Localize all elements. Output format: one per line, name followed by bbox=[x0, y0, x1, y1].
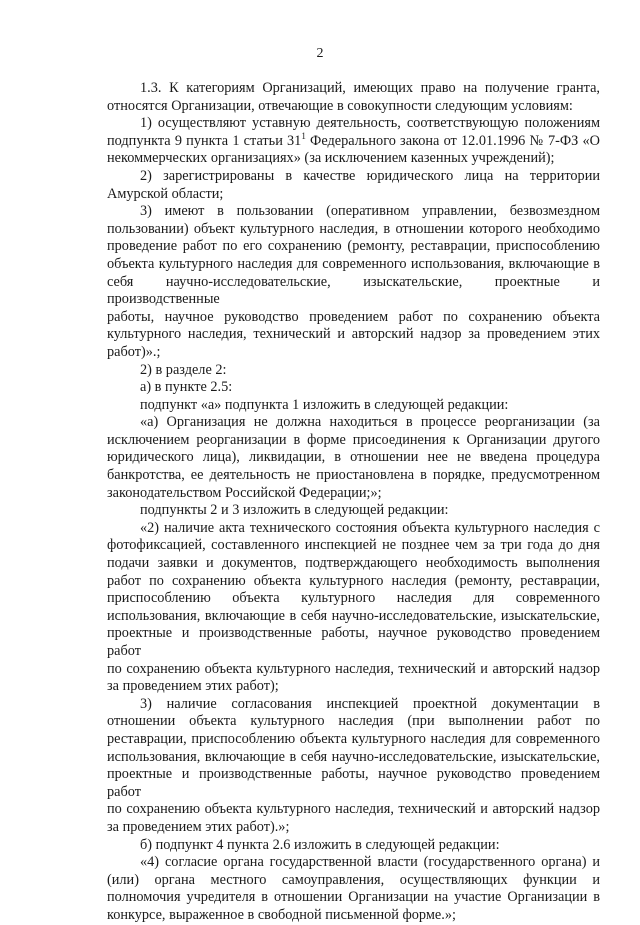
text-line: подпункт «а» подпункта 1 изложить в следующей редакции: bbox=[140, 396, 509, 413]
text-line: фотофиксацией, составленного инспекцией не позднее чем за три года до дня bbox=[107, 537, 600, 554]
text-line: по сохранению объекта культурного наследия, технический и авторский надзор bbox=[107, 660, 600, 677]
text-line: «а) Организация не должна находиться в процессе реорганизации (за bbox=[140, 414, 600, 431]
paragraph-condition-2 bbox=[107, 168, 600, 203]
paragraph-subitem-4 bbox=[107, 854, 600, 924]
text-line: использования, включающие в себя научно-исследовательские, изыскательские, bbox=[107, 748, 600, 765]
text-line: реставрации, приспособлению объекта культурного наследия для современного bbox=[107, 730, 600, 747]
paragraph-subitem-3 bbox=[107, 696, 600, 837]
text-line: культурного наследия, технический и авторский надзор за проведением этих bbox=[107, 326, 600, 343]
paragraph-condition-3 bbox=[107, 203, 600, 361]
text-line: отношении объекта культурного наследия (при выполнении работ по bbox=[107, 713, 600, 730]
text-line: себя научно-исследовательские, изыскательские, проектные и производственные bbox=[107, 273, 600, 308]
text-line: 2) зарегистрированы в качестве юридического лица на территории bbox=[140, 167, 600, 184]
paragraph-condition-1 bbox=[107, 115, 600, 168]
superscript: 1 bbox=[301, 130, 306, 141]
text-line: относятся Организации, отвечающие в совокупности следующим условиям: bbox=[107, 97, 573, 114]
text-fragment-part: подпункта 9 пункта 1 статьи 31 bbox=[107, 132, 302, 149]
text-line: 1) осуществляют уставную деятельность, соответствующую положениям bbox=[140, 115, 600, 132]
text-line: проектные и производственные работы, научное руководство проведением работ bbox=[107, 625, 600, 659]
text-line: 2) в разделе 2: bbox=[140, 361, 227, 378]
paragraph-subitems-2-3-intro bbox=[107, 502, 600, 520]
text-line: работы, научное руководство проведением работ по сохранению объекта bbox=[107, 308, 600, 325]
text-line: конкурсе, выраженное в свободной письменной форме.»; bbox=[107, 906, 456, 923]
text-line: 3) имеют в пользовании (оперативном управлении, безвозмездном bbox=[140, 203, 600, 220]
text-line: приспособлению объекта культурного наследия для современного bbox=[107, 590, 600, 607]
text-line: некоммерческих организациях» (за исключением казенных учреждений); bbox=[107, 150, 555, 167]
text-fragment-part: Федерального закона от 12.01.1996 № 7-ФЗ «О bbox=[310, 132, 601, 149]
text-line: «2) наличие акта технического состояния объекта культурного наследия с bbox=[140, 519, 600, 536]
text-line: «4) согласие органа государственной власти (государственного органа) и bbox=[140, 854, 600, 871]
text-line: а) в пункте 2.5: bbox=[140, 379, 233, 396]
paragraph-subitem-a-intro bbox=[107, 397, 600, 415]
text-line: пользовании) объект культурного наследия, в отношении которого необходимо bbox=[107, 220, 600, 237]
text-line: за проведением этих работ); bbox=[107, 678, 279, 695]
text-line: работ)».; bbox=[107, 343, 161, 360]
text-line: б) подпункт 4 пункта 2.6 изложить в следующей редакции: bbox=[140, 836, 500, 853]
text-line: 1.3. К категориям Организаций, имеющих право на получение гранта, bbox=[140, 80, 600, 96]
text-line: подачи заявки и документов, подтверждающего необходимость выполнения bbox=[107, 555, 600, 572]
paragraph-subitem-a bbox=[107, 414, 600, 502]
paragraph-subitem-2 bbox=[107, 520, 600, 696]
text-line: использования, включающие в себя научно-исследовательские, изыскательские, bbox=[107, 607, 600, 624]
text-line bbox=[107, 130, 601, 151]
text-line: подпункты 2 и 3 изложить в следующей редакции: bbox=[140, 502, 449, 519]
text-line: по сохранению объекта культурного наследия, технический и авторский надзор bbox=[107, 801, 600, 818]
paragraph-item-2-6-intro bbox=[107, 837, 600, 855]
paragraph-item-2-5 bbox=[107, 379, 600, 397]
text-line: 3) наличие согласования инспекцией проектной документации в bbox=[140, 695, 600, 712]
paragraph-1-3 bbox=[107, 80, 600, 115]
text-line: (или) органа местного самоуправления, осуществляющих функции и bbox=[107, 871, 600, 888]
text-fragment bbox=[107, 130, 601, 149]
text-line: полномочия учредителя в отношении Организации на участие Организации в bbox=[107, 889, 600, 906]
document-body bbox=[107, 80, 600, 925]
text-line: объекта культурного наследия для современного использования, включающие в bbox=[107, 255, 600, 272]
text-line: за проведением этих работ).»; bbox=[107, 818, 290, 835]
text-line: законодательством Российской Федерации;»; bbox=[107, 484, 382, 501]
paragraph-section-2 bbox=[107, 362, 600, 380]
text-line: юридического лица), ликвидации, в отношении нее не введена процедура bbox=[107, 449, 600, 466]
text-line: Амурской области; bbox=[107, 185, 224, 202]
text-line: проведение работ по его сохранению (ремонту, реставрации, приспособлению bbox=[107, 238, 600, 255]
page-number: 2 bbox=[316, 46, 324, 61]
text-line: проектные и производственные работы, научное руководство проведением работ bbox=[107, 766, 600, 800]
text-line: работ по сохранению объекта культурного наследия (ремонту, реставрации, bbox=[107, 572, 600, 589]
text-line: исключением реорганизации в форме присоединения к Организации другого bbox=[107, 431, 600, 448]
text-line: банкротства, ее деятельность не приостановлена в порядке, предусмотренном bbox=[107, 467, 600, 484]
